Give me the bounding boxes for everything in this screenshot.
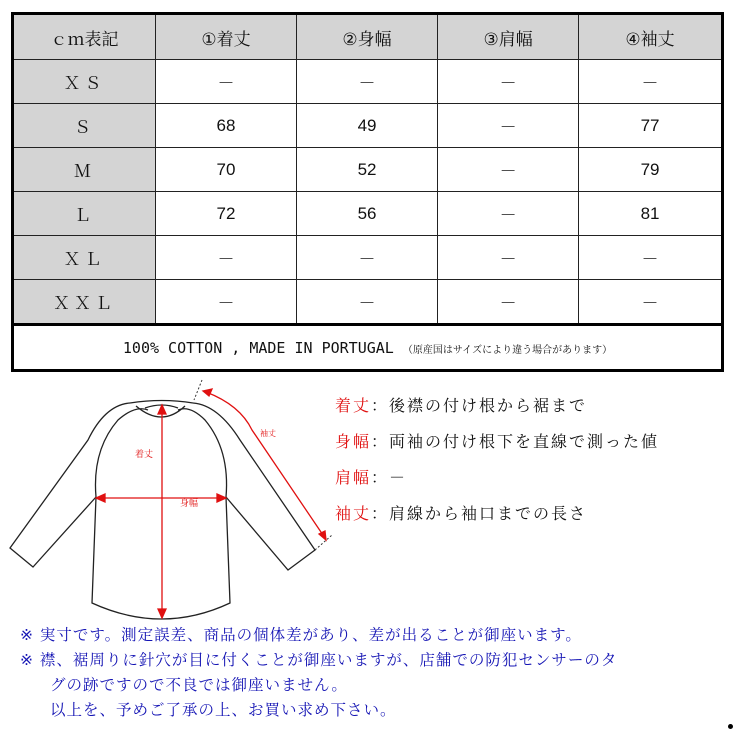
cell: － bbox=[438, 192, 579, 236]
material-origin bbox=[13, 325, 723, 371]
header-length: ①着丈 bbox=[156, 14, 297, 60]
cell: － bbox=[579, 280, 723, 325]
cell: － bbox=[297, 280, 438, 325]
cell: 68 bbox=[156, 104, 297, 148]
cell: － bbox=[579, 236, 723, 280]
size-label: ＸＸＬ bbox=[13, 280, 156, 325]
size-label: Ｍ bbox=[13, 148, 156, 192]
width-label: 身幅 bbox=[180, 499, 199, 509]
table-row bbox=[13, 148, 723, 192]
size-label: Ｌ bbox=[13, 192, 156, 236]
cell: － bbox=[438, 280, 579, 325]
header-shoulder: ③肩幅 bbox=[438, 14, 579, 60]
table-row bbox=[13, 104, 723, 148]
legend-item: 着丈：後襟の付け根から裾まで bbox=[335, 396, 588, 415]
cell: 79 bbox=[579, 148, 723, 192]
note-line: ※ 襟、裾周りに針穴が目に付くことが御座いますが、店舗での防犯センサーのタ bbox=[20, 651, 618, 669]
material-text: 100% COTTON , MADE IN PORTUGAL bbox=[122, 338, 394, 357]
cell: － bbox=[438, 148, 579, 192]
cell: － bbox=[156, 280, 297, 325]
table-row bbox=[13, 280, 723, 325]
note-line: 以上を、予めご了承の上、お買い求め下さい。 bbox=[50, 701, 397, 719]
shirt-diagram bbox=[0, 374, 340, 620]
cell: － bbox=[156, 236, 297, 280]
cell: 52 bbox=[297, 148, 438, 192]
cell: － bbox=[579, 60, 723, 104]
cell: 77 bbox=[579, 104, 723, 148]
cell: － bbox=[438, 60, 579, 104]
size-label: ＸＬ bbox=[13, 236, 156, 280]
legend-item: 身幅：両袖の付け根下を直線で測った値 bbox=[335, 432, 660, 451]
size-label: Ｓ bbox=[13, 104, 156, 148]
length-label: 着丈 bbox=[135, 450, 154, 460]
cell: － bbox=[438, 236, 579, 280]
measure-arrows-icon bbox=[96, 389, 326, 618]
origin-note: （原産国はサイズにより違う場合があります） bbox=[402, 344, 613, 356]
table-row bbox=[13, 192, 723, 236]
header-sleeve: ④袖丈 bbox=[579, 14, 723, 60]
table-header-row bbox=[13, 14, 723, 60]
note-line: ※ 実寸です。測定誤差、商品の個体差があり、差が出ることが御座います。 bbox=[20, 626, 582, 644]
table-row bbox=[13, 236, 723, 280]
sleeve-label: 袖丈 bbox=[260, 429, 276, 438]
legend-item: 袖丈：肩線から袖口までの長さ bbox=[335, 504, 588, 523]
table-row bbox=[13, 60, 723, 104]
measurement-legend bbox=[335, 393, 659, 537]
cell: － bbox=[297, 236, 438, 280]
cell: 56 bbox=[297, 192, 438, 236]
table-footer-row bbox=[13, 325, 723, 371]
note-line: グの跡ですので不良では御座いません。 bbox=[50, 676, 348, 694]
cell: － bbox=[297, 60, 438, 104]
legend-item: 肩幅：－ bbox=[335, 468, 408, 487]
cell: 49 bbox=[297, 104, 438, 148]
disclaimer-notes bbox=[20, 623, 617, 723]
bullet-dot-icon bbox=[728, 724, 733, 729]
cell: 72 bbox=[156, 192, 297, 236]
size-label: ＸＳ bbox=[13, 60, 156, 104]
cell: － bbox=[156, 60, 297, 104]
cell: 70 bbox=[156, 148, 297, 192]
header-cm: ｃｍ表記 bbox=[13, 14, 156, 60]
cell: － bbox=[438, 104, 579, 148]
cell: 81 bbox=[579, 192, 723, 236]
header-width: ②身幅 bbox=[297, 14, 438, 60]
size-table bbox=[11, 12, 724, 372]
